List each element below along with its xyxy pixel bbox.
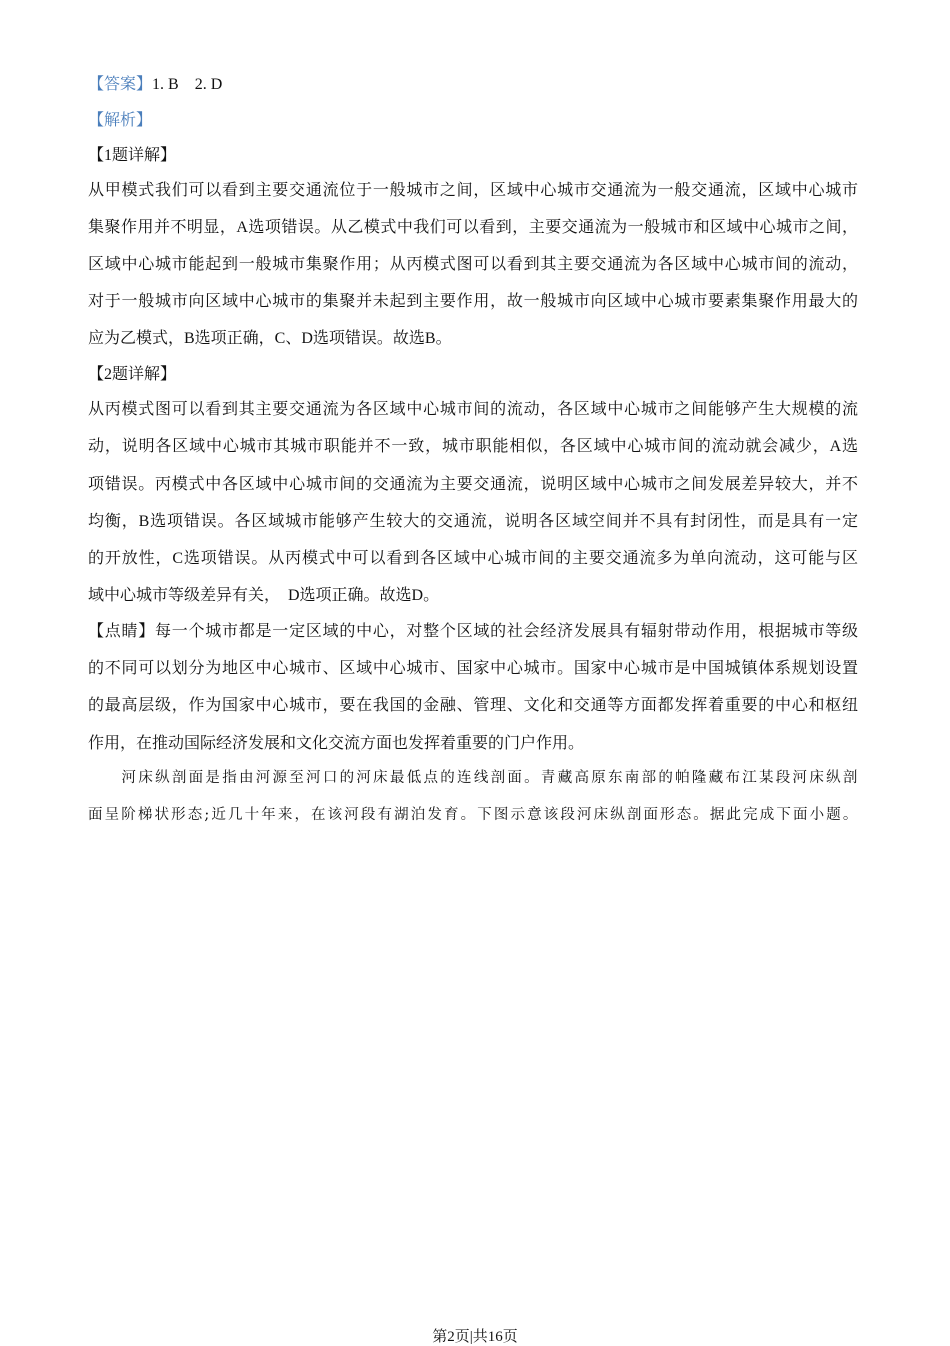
answer-value: 1. B 2. D [152,76,223,93]
tip-line: 的不同可以划分为地区中心城市、区域中心城市、国家中心城市。国家中心城市是中国城镇体系规划设置 [88,660,858,677]
intro-line: 河床纵剖面是指由河源至河口的河床最低点的连线剖面。青藏高原东南部的帕隆藏布江某段河床纵剖 [88,770,858,786]
q2-line: 项错误。丙模式中各区域中心城市间的交通流为主要交通流，说明区域中心城市之间发展差异较大，并不 [88,476,858,493]
q1-line: 对于一般城市向区域中心城市的集聚并未起到主要作用，故一般城市向区域中心城市要素集聚作用最大的 [88,293,858,310]
q1-heading: 【1题详解】 [88,147,177,164]
answer-label: 【答案】 [88,76,153,93]
answer-line [88,75,858,95]
intro-line: 面呈阶梯状形态;近几十年来，在该河段有湖泊发育。下图示意该段河床纵剖面形态。据此完成下面小题。 [88,807,858,823]
tip-line: 的最高层级，作为国家中心城市，要在我国的金融、管理、文化和交通等方面都发挥着重要的中心和枢纽 [88,697,858,714]
page-footer: 第2页|共16页 [432,1329,518,1345]
q2-line: 的开放性，C选项错误。从丙模式中可以看到各区域中心城市间的主要交通流多为单向流动，这可能与区 [88,550,858,567]
q2-line: 从丙模式图可以看到其主要交通流为各区域中心城市间的流动，各区域中心城市之间能够产生大规模的流 [88,401,858,418]
q1-line: 集聚作用并不明显，A选项错误。从乙模式中我们可以看到，主要交通流为一般城市和区域中心城市之间， [88,219,858,236]
q1-line: 从甲模式我们可以看到主要交通流位于一般城市之间，区域中心城市交通流为一般交通流，区域中心城市 [88,182,858,199]
q2-line: 均衡，B选项错误。各区域城市能够产生较大的交通流，说明各区域空间并不具有封闭性，而是具有一定 [88,513,858,530]
q1-line: 区域中心城市能起到一般城市集聚作用；从丙模式图可以看到其主要交通流为各区域中心城市间的流动， [88,256,858,273]
q1-line: 应为乙模式，B选项正确，C、D选项错误。故选B。 [88,330,452,347]
q2-line: 动，说明各区域中心城市其城市职能并不一致，城市职能相似，各区域中心城市间的流动就会减少，A选 [88,438,858,455]
tip-line: 【点睛】每一个城市都是一定区域的中心，对整个区域的社会经济发展具有辐射带动作用，根据城市等级 [88,623,858,640]
q2-heading: 【2题详解】 [88,366,177,383]
analysis-label: 【解析】 [88,112,153,129]
q2-line: 域中心城市等级差异有关， D选项正确。故选D。 [88,587,440,604]
tip-line: 作用，在推动国际经济发展和文化交流方面也发挥着重要的门户作用。 [88,735,585,752]
